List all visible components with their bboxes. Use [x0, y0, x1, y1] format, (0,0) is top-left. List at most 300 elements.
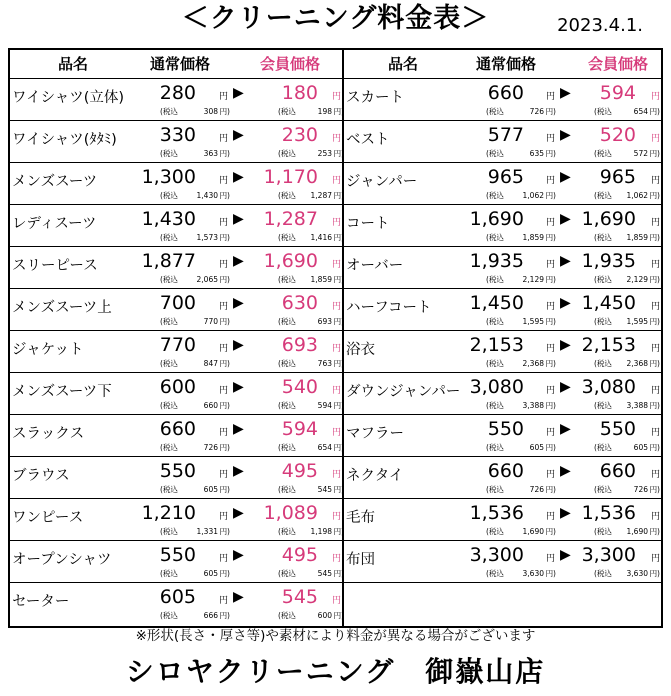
tax-yen-close: 円) — [219, 443, 230, 452]
yen-unit: 円 — [332, 554, 342, 564]
tax-value: 1,859 — [310, 275, 332, 284]
tax-value: 600 — [317, 611, 332, 620]
member-price: 545 — [281, 586, 318, 608]
tax-value: 2,368 — [522, 359, 544, 368]
arrow-right-icon: ▶ — [233, 169, 244, 185]
tax-label: (税込 — [594, 527, 612, 536]
tax-yen-close: 円) — [219, 611, 230, 620]
tax-yen-close: 円) — [649, 569, 660, 578]
tax-yen-close: 円) — [545, 527, 556, 536]
tax-value: 1,595 — [522, 317, 544, 326]
tax-label: (税込 — [486, 149, 504, 158]
arrow-right-icon: ▶ — [560, 463, 571, 479]
item-name: スリーピース — [12, 258, 98, 274]
tax-label: (税込 — [594, 569, 612, 578]
tax-yen-close: 円) — [649, 527, 660, 536]
tax-yen-close: 円) — [545, 569, 556, 578]
price-row — [10, 246, 342, 288]
price-row — [344, 372, 661, 414]
regular-price: 330 — [159, 124, 196, 146]
member-price: 540 — [281, 376, 318, 398]
tax-value: 1,416 — [310, 233, 332, 242]
member-price: 1,690 — [581, 208, 636, 230]
regular-price: 1,430 — [141, 208, 196, 230]
yen-unit: 円 — [219, 134, 229, 144]
tax-label: (税込 — [278, 149, 296, 158]
tax-yen-close: 円) — [333, 317, 344, 326]
yen-unit: 円 — [332, 470, 342, 480]
tax-value: 763 — [317, 359, 332, 368]
item-name: ダウンジャンパー — [346, 384, 461, 400]
tax-value: 666 — [203, 611, 218, 620]
tax-label: (税込 — [160, 485, 178, 494]
tax-yen-close: 円) — [545, 275, 556, 284]
price-row — [10, 288, 342, 330]
arrow-right-icon: ▶ — [233, 253, 244, 269]
yen-unit: 円 — [651, 218, 661, 228]
tax-yen-close: 円) — [649, 401, 660, 410]
member-price: 520 — [599, 124, 636, 146]
regular-price: 2,153 — [469, 334, 524, 356]
yen-unit: 円 — [219, 344, 229, 354]
regular-price: 577 — [487, 124, 524, 146]
yen-unit: 円 — [332, 512, 342, 522]
tax-label: (税込 — [160, 359, 178, 368]
tax-label: (税込 — [594, 443, 612, 452]
page-title: ＜クリーニング料金表＞ — [181, 3, 490, 34]
arrow-right-icon: ▶ — [560, 253, 571, 269]
tax-value: 1,690 — [626, 527, 648, 536]
yen-unit: 円 — [219, 428, 229, 438]
tax-label: (税込 — [594, 191, 612, 200]
tax-value: 1,287 — [310, 191, 332, 200]
tax-value: 1,859 — [522, 233, 544, 242]
price-row — [344, 78, 661, 120]
item-name: オーバー — [346, 258, 404, 274]
tax-label: (税込 — [278, 443, 296, 452]
member-price: 660 — [599, 460, 636, 482]
tax-yen-close: 円) — [545, 149, 556, 158]
member-price: 1,690 — [263, 250, 318, 272]
tax-yen-close: 円) — [333, 569, 344, 578]
member-price: 1,170 — [263, 166, 318, 188]
tax-value: 363 — [203, 149, 218, 158]
tax-yen-close: 円) — [649, 485, 660, 494]
yen-unit: 円 — [546, 554, 556, 564]
member-price: 230 — [281, 124, 318, 146]
tax-yen-close: 円) — [649, 317, 660, 326]
tax-label: (税込 — [278, 107, 296, 116]
tax-label: (税込 — [160, 611, 178, 620]
header-regular-right: 通常価格 — [476, 55, 537, 73]
tax-value: 1,690 — [522, 527, 544, 536]
tax-value: 2,065 — [196, 275, 218, 284]
arrow-right-icon: ▶ — [560, 505, 571, 521]
price-row — [344, 204, 661, 246]
footnote: ※形状(長さ・厚さ等)や素材により料金が異なる場合がございます — [135, 628, 536, 644]
tax-label: (税込 — [278, 191, 296, 200]
tax-value: 726 — [529, 485, 544, 494]
item-name: ブラウス — [12, 468, 70, 484]
tax-yen-close: 円) — [649, 275, 660, 284]
yen-unit: 円 — [332, 596, 342, 606]
arrow-right-icon: ▶ — [560, 547, 571, 563]
price-row — [10, 582, 342, 624]
tax-value: 847 — [203, 359, 218, 368]
yen-unit: 円 — [651, 554, 661, 564]
yen-unit: 円 — [332, 176, 342, 186]
tax-value: 308 — [203, 107, 218, 116]
arrow-right-icon: ▶ — [233, 85, 244, 101]
price-row — [344, 288, 661, 330]
arrow-right-icon: ▶ — [560, 421, 571, 437]
tax-label: (税込 — [486, 527, 504, 536]
tax-yen-close: 円) — [219, 191, 230, 200]
tax-value: 253 — [317, 149, 332, 158]
price-row — [10, 162, 342, 204]
tax-label: (税込 — [594, 317, 612, 326]
tax-label: (税込 — [278, 401, 296, 410]
yen-unit: 円 — [332, 344, 342, 354]
item-name: ジャンパー — [346, 174, 418, 190]
item-name: メンズスーツ — [12, 174, 98, 190]
tax-value: 635 — [529, 149, 544, 158]
price-row — [344, 330, 661, 372]
tax-label: (税込 — [486, 485, 504, 494]
arrow-right-icon: ▶ — [233, 127, 244, 143]
tax-value: 605 — [633, 443, 648, 452]
tax-yen-close: 円) — [545, 443, 556, 452]
tax-label: (税込 — [278, 611, 296, 620]
tax-value: 1,573 — [196, 233, 218, 242]
tax-yen-close: 円) — [545, 359, 556, 368]
tax-label: (税込 — [486, 359, 504, 368]
yen-unit: 円 — [219, 302, 229, 312]
tax-yen-close: 円) — [333, 233, 344, 242]
arrow-right-icon: ▶ — [233, 337, 244, 353]
header-name-right: 品名 — [388, 55, 419, 73]
tax-yen-close: 円) — [333, 485, 344, 494]
member-price: 1,450 — [581, 292, 636, 314]
regular-price: 700 — [159, 292, 196, 314]
yen-unit: 円 — [546, 470, 556, 480]
member-price: 965 — [599, 166, 636, 188]
regular-price: 550 — [487, 418, 524, 440]
tax-value: 654 — [633, 107, 648, 116]
yen-unit: 円 — [219, 470, 229, 480]
item-name: ベスト — [346, 132, 390, 148]
tax-yen-close: 円) — [545, 233, 556, 242]
tax-yen-close: 円) — [333, 149, 344, 158]
tax-yen-close: 円) — [333, 191, 344, 200]
tax-label: (税込 — [594, 275, 612, 284]
tax-value: 1,859 — [626, 233, 648, 242]
regular-price: 1,450 — [469, 292, 524, 314]
arrow-right-icon: ▶ — [233, 589, 244, 605]
arrow-right-icon: ▶ — [233, 295, 244, 311]
arrow-right-icon: ▶ — [560, 337, 571, 353]
tax-yen-close: 円) — [333, 443, 344, 452]
tax-label: (税込 — [594, 485, 612, 494]
regular-price: 1,877 — [141, 250, 196, 272]
regular-price: 3,300 — [469, 544, 524, 566]
tax-yen-close: 円) — [649, 149, 660, 158]
yen-unit: 円 — [219, 596, 229, 606]
tax-value: 605 — [203, 569, 218, 578]
tax-yen-close: 円) — [545, 191, 556, 200]
arrow-right-icon: ▶ — [233, 547, 244, 563]
item-name: スラックス — [12, 426, 85, 442]
tax-yen-close: 円) — [219, 359, 230, 368]
tax-yen-close: 円) — [545, 401, 556, 410]
price-row — [10, 204, 342, 246]
tax-label: (税込 — [486, 401, 504, 410]
yen-unit: 円 — [651, 428, 661, 438]
member-price: 495 — [281, 460, 318, 482]
item-name: スカート — [346, 90, 404, 106]
tax-yen-close: 円) — [545, 317, 556, 326]
tax-value: 3,630 — [626, 569, 648, 578]
item-name: ワイシャツ(立体) — [12, 90, 125, 106]
tax-value: 1,595 — [626, 317, 648, 326]
yen-unit: 円 — [332, 134, 342, 144]
tax-label: (税込 — [160, 569, 178, 578]
tax-value: 594 — [317, 401, 332, 410]
arrow-right-icon: ▶ — [560, 379, 571, 395]
arrow-right-icon: ▶ — [560, 295, 571, 311]
tax-label: (税込 — [160, 527, 178, 536]
regular-price: 660 — [159, 418, 196, 440]
item-name: 浴衣 — [346, 342, 375, 358]
member-price: 1,287 — [263, 208, 318, 230]
tax-yen-close: 円) — [219, 149, 230, 158]
yen-unit: 円 — [219, 260, 229, 270]
tax-label: (税込 — [594, 149, 612, 158]
tax-value: 1,331 — [196, 527, 218, 536]
yen-unit: 円 — [546, 218, 556, 228]
tax-yen-close: 円) — [649, 233, 660, 242]
yen-unit: 円 — [332, 92, 342, 102]
yen-unit: 円 — [219, 386, 229, 396]
yen-unit: 円 — [332, 386, 342, 396]
tax-label: (税込 — [486, 569, 504, 578]
yen-unit: 円 — [651, 344, 661, 354]
member-price: 1,935 — [581, 250, 636, 272]
price-row — [10, 78, 342, 120]
yen-unit: 円 — [546, 134, 556, 144]
price-row — [10, 498, 342, 540]
tax-yen-close: 円) — [649, 443, 660, 452]
member-price: 3,300 — [581, 544, 636, 566]
tax-label: (税込 — [486, 443, 504, 452]
arrow-right-icon: ▶ — [233, 505, 244, 521]
tax-yen-close: 円) — [545, 485, 556, 494]
tax-value: 3,388 — [626, 401, 648, 410]
yen-unit: 円 — [546, 302, 556, 312]
yen-unit: 円 — [546, 176, 556, 186]
regular-price: 1,300 — [141, 166, 196, 188]
tax-label: (税込 — [278, 359, 296, 368]
member-price: 693 — [281, 334, 318, 356]
tax-label: (税込 — [278, 569, 296, 578]
yen-unit: 円 — [651, 302, 661, 312]
item-name: ワンピース — [12, 510, 84, 526]
tax-yen-close: 円) — [333, 611, 344, 620]
member-price: 2,153 — [581, 334, 636, 356]
tax-label: (税込 — [160, 233, 178, 242]
tax-value: 1,062 — [522, 191, 544, 200]
regular-price: 600 — [159, 376, 196, 398]
yen-unit: 円 — [651, 92, 661, 102]
tax-value: 726 — [633, 485, 648, 494]
tax-yen-close: 円) — [333, 401, 344, 410]
item-name: セーター — [12, 594, 70, 610]
member-price: 1,536 — [581, 502, 636, 524]
tax-label: (税込 — [594, 107, 612, 116]
price-row — [344, 540, 661, 582]
yen-unit: 円 — [546, 260, 556, 270]
tax-label: (税込 — [278, 527, 296, 536]
yen-unit: 円 — [546, 428, 556, 438]
regular-price: 965 — [487, 166, 524, 188]
tax-value: 605 — [529, 443, 544, 452]
header-member-left: 会員価格 — [260, 55, 321, 73]
regular-price: 660 — [487, 460, 524, 482]
header-name-left: 品名 — [58, 55, 89, 73]
yen-unit: 円 — [651, 134, 661, 144]
arrow-right-icon: ▶ — [560, 85, 571, 101]
yen-unit: 円 — [219, 512, 229, 522]
price-row — [10, 414, 342, 456]
tax-value: 1,062 — [626, 191, 648, 200]
member-price: 550 — [599, 418, 636, 440]
tax-yen-close: 円) — [333, 359, 344, 368]
tax-yen-close: 円) — [333, 527, 344, 536]
regular-price: 1,690 — [469, 208, 524, 230]
tax-label: (税込 — [486, 317, 504, 326]
tax-yen-close: 円) — [333, 275, 344, 284]
tax-yen-close: 円) — [219, 275, 230, 284]
price-row — [344, 120, 661, 162]
tax-value: 693 — [317, 317, 332, 326]
tax-label: (税込 — [160, 275, 178, 284]
yen-unit: 円 — [332, 428, 342, 438]
yen-unit: 円 — [546, 512, 556, 522]
tax-yen-close: 円) — [219, 233, 230, 242]
item-name: 布団 — [346, 552, 375, 568]
tax-yen-close: 円) — [219, 527, 230, 536]
arrow-right-icon: ▶ — [560, 211, 571, 227]
tax-yen-close: 円) — [649, 359, 660, 368]
price-row — [10, 456, 342, 498]
tax-label: (税込 — [594, 359, 612, 368]
yen-unit: 円 — [546, 344, 556, 354]
yen-unit: 円 — [332, 218, 342, 228]
tax-yen-close: 円) — [219, 569, 230, 578]
effective-date: 2023.4.1. — [557, 15, 643, 36]
member-price: 594 — [599, 82, 636, 104]
header-regular-left: 通常価格 — [150, 55, 211, 73]
item-name: コート — [346, 216, 390, 232]
yen-unit: 円 — [546, 92, 556, 102]
yen-unit: 円 — [219, 92, 229, 102]
tax-yen-close: 円) — [649, 191, 660, 200]
tax-label: (税込 — [486, 107, 504, 116]
tax-value: 572 — [633, 149, 648, 158]
price-row — [10, 330, 342, 372]
tax-yen-close: 円) — [219, 485, 230, 494]
tax-value: 726 — [529, 107, 544, 116]
member-price: 1,089 — [263, 502, 318, 524]
member-price: 630 — [281, 292, 318, 314]
yen-unit: 円 — [651, 176, 661, 186]
tax-label: (税込 — [486, 275, 504, 284]
tax-value: 545 — [317, 485, 332, 494]
tax-value: 3,388 — [522, 401, 544, 410]
tax-yen-close: 円) — [219, 107, 230, 116]
yen-unit: 円 — [219, 176, 229, 186]
yen-unit: 円 — [651, 512, 661, 522]
tax-label: (税込 — [486, 233, 504, 242]
tax-label: (税込 — [486, 191, 504, 200]
arrow-right-icon: ▶ — [233, 211, 244, 227]
arrow-right-icon: ▶ — [560, 169, 571, 185]
item-name: 毛布 — [346, 510, 375, 526]
yen-unit: 円 — [332, 260, 342, 270]
arrow-right-icon: ▶ — [560, 127, 571, 143]
item-name: ネクタイ — [346, 468, 404, 484]
regular-price: 770 — [159, 334, 196, 356]
tax-label: (税込 — [278, 317, 296, 326]
tax-value: 2,368 — [626, 359, 648, 368]
tax-yen-close: 円) — [219, 317, 230, 326]
tax-label: (税込 — [160, 401, 178, 410]
tax-value: 2,129 — [522, 275, 544, 284]
item-name: ジャケット — [12, 342, 84, 358]
empty-cell — [344, 582, 661, 624]
regular-price: 3,080 — [469, 376, 524, 398]
tax-value: 660 — [203, 401, 218, 410]
member-price: 180 — [281, 82, 318, 104]
tax-yen-close: 円) — [219, 401, 230, 410]
arrow-right-icon: ▶ — [233, 379, 244, 395]
price-table — [8, 48, 663, 628]
tax-value: 1,198 — [310, 527, 332, 536]
tax-yen-close: 円) — [545, 107, 556, 116]
member-price: 495 — [281, 544, 318, 566]
regular-price: 550 — [159, 460, 196, 482]
price-row — [10, 540, 342, 582]
item-name: マフラー — [346, 426, 404, 442]
tax-value: 3,630 — [522, 569, 544, 578]
regular-price: 1,935 — [469, 250, 524, 272]
regular-price: 1,536 — [469, 502, 524, 524]
yen-unit: 円 — [651, 386, 661, 396]
item-name: メンズスーツ上 — [12, 300, 112, 316]
arrow-right-icon: ▶ — [233, 421, 244, 437]
tax-yen-close: 円) — [333, 107, 344, 116]
price-row — [344, 246, 661, 288]
regular-price: 605 — [159, 586, 196, 608]
tax-label: (税込 — [278, 275, 296, 284]
header-member-right: 会員価格 — [588, 55, 649, 73]
yen-unit: 円 — [546, 386, 556, 396]
tax-value: 770 — [203, 317, 218, 326]
tax-label: (税込 — [160, 107, 178, 116]
tax-value: 726 — [203, 443, 218, 452]
yen-unit: 円 — [651, 260, 661, 270]
price-row — [344, 162, 661, 204]
